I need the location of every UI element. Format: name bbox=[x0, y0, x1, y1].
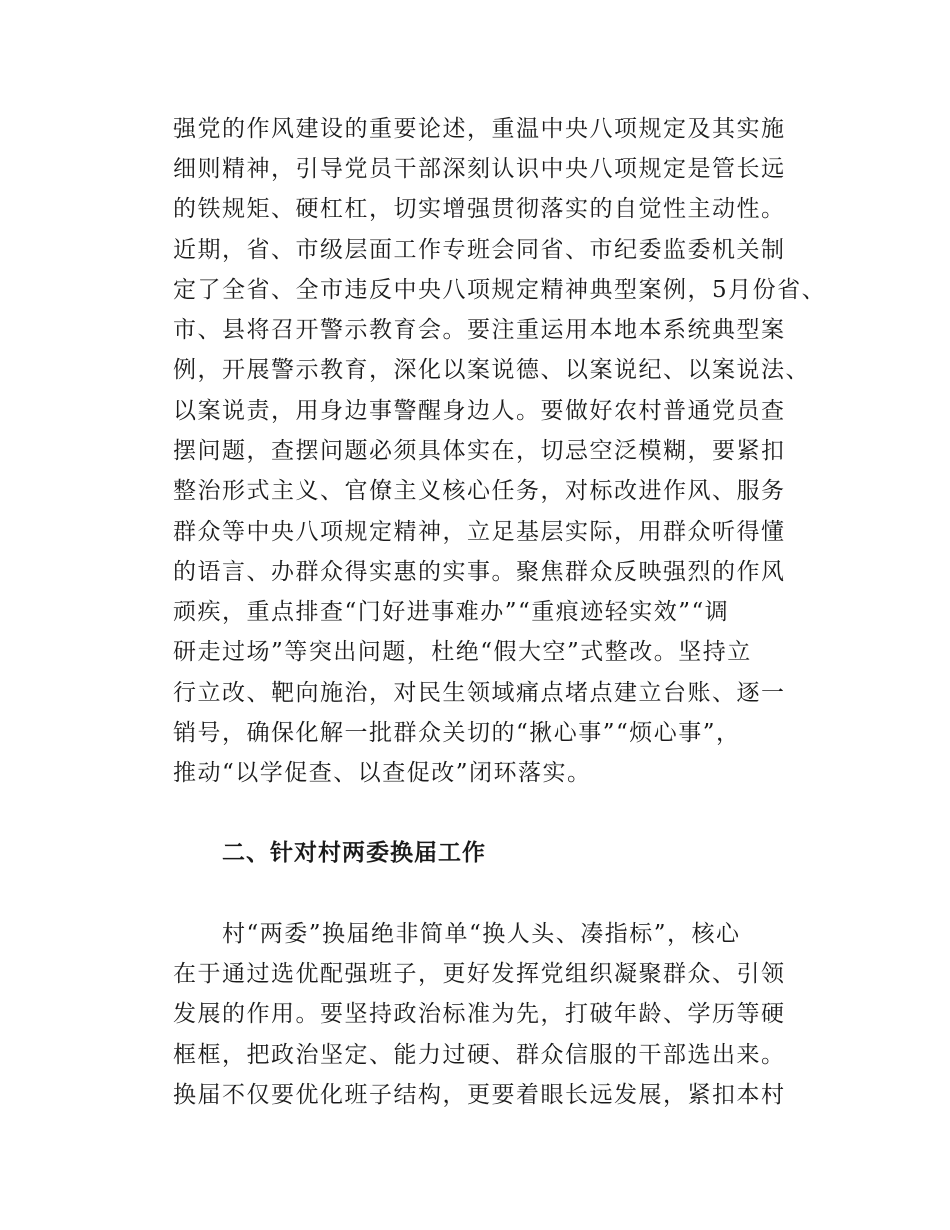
text-line: 研走过场”等突出问题，杜绝“假大空”式整改。坚持立 bbox=[173, 639, 752, 665]
text-line: 定了全省、全市违反中央八项规定精神典型案例，5月份省、 bbox=[173, 277, 827, 303]
text-line: 例，开展警示教育，深化以案说德、以案说纪、以案说法、 bbox=[173, 357, 810, 383]
section-heading: 二、针对村两委换届工作 bbox=[222, 840, 486, 866]
text-line: 的铁规矩、硬杠杠，切实增强贯彻落实的自觉性主动性。 bbox=[173, 196, 786, 222]
text-line: 顽疾，重点排查“门好进事难办”“重痕迹轻实效”“调 bbox=[173, 599, 730, 625]
text-line: 市、县将召开警示教育会。要注重运用本地本系统典型案 bbox=[173, 317, 786, 343]
text-line: 销号，确保化解一批群众关切的“揪心事”“烦心事”， bbox=[173, 720, 741, 746]
text-line: 强党的作风建设的重要论述，重温中央八项规定及其实施 bbox=[173, 116, 786, 142]
text-line: 行立改、靶向施治，对民生领域痛点堵点建立台账、逐一 bbox=[173, 680, 786, 706]
text-line: 在于通过选优配强班子，更好发挥党组织凝聚群众、引领 bbox=[173, 961, 786, 987]
text-line: 村“两委”换届绝非简单“换人头、凑指标”，核心 bbox=[222, 921, 741, 947]
text-line: 群众等中央八项规定精神，立足基层实际，用群众听得懂 bbox=[173, 519, 786, 545]
text-line: 近期，省、市级层面工作专班会同省、市纪委监委机关制 bbox=[173, 237, 786, 263]
text-line: 的语言、办群众得实惠的实事。聚焦群众反映强烈的作风 bbox=[173, 559, 786, 585]
text-line: 摆问题，查摆问题必须具体实在，切忌空泛模糊，要紧扣 bbox=[173, 438, 786, 464]
text-line: 以案说责，用身边事警醒身边人。要做好农村普通党员查 bbox=[173, 398, 786, 424]
text-line: 框框，把政治坚定、能力过硬、群众信服的干部选出来。 bbox=[173, 1042, 786, 1068]
text-line: 整治形式主义、官僚主义核心任务，对标改进作风、服务 bbox=[173, 478, 786, 504]
text-line: 换届不仅要优化班子结构，更要着眼长远发展，紧扣本村 bbox=[173, 1082, 786, 1108]
text-line: 细则精神，引导党员干部深刻认识中央八项规定是管长远 bbox=[173, 156, 786, 182]
text-line: 发展的作用。要坚持政治标准为先，打破年龄、学历等硬 bbox=[173, 1001, 786, 1027]
text-line: 推动“以学促查、以查促改”闭环落实。 bbox=[173, 760, 592, 786]
